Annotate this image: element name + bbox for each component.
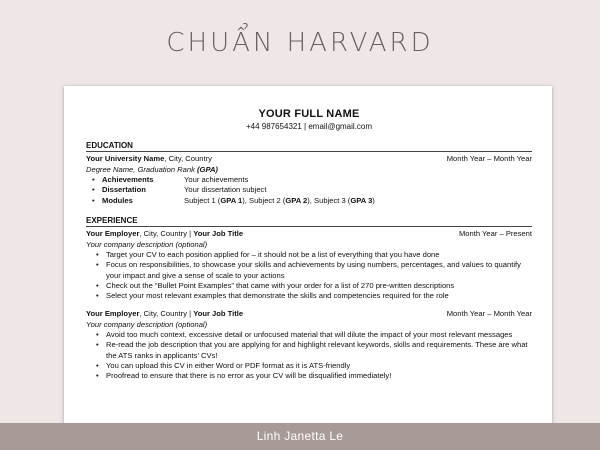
spacer — [86, 206, 532, 214]
job-bullet: • Check out the “Bullet Point Examples” that came with your order for a list of 270 pre-written descriptions — [100, 281, 532, 291]
row-value — [184, 196, 375, 206]
education-university-line — [86, 154, 532, 165]
job-bullets — [86, 330, 532, 381]
company-description: Your company description (optional) — [86, 239, 208, 249]
employer-name: Your Employer — [86, 229, 140, 239]
degree-name: Degree Name, Graduation Rank — [86, 164, 198, 174]
module-text: Subject 1 ( — [184, 195, 221, 205]
education-row-achievements — [86, 175, 532, 185]
author-name: Linh Janetta Le — [256, 429, 344, 443]
job-bullet: • Avoid too much context, excessive detail or unfocused material that will dilute the impact of your most relevant messages — [100, 330, 532, 340]
module-gpa: GPA 1 — [220, 195, 243, 205]
job-header — [86, 309, 532, 320]
module-gpa: GPA 3 — [350, 195, 373, 205]
row-value: Your achievements — [184, 175, 249, 184]
education-row-modules — [86, 196, 532, 206]
row-label: Modules — [102, 195, 133, 205]
job-dates: Month Year – Month Year — [446, 309, 532, 319]
experience-heading: EXPERIENCE — [86, 216, 532, 227]
row-value: Your dissertation subject — [184, 185, 267, 195]
education-dates: Month Year – Month Year — [446, 154, 532, 163]
job-entry — [86, 309, 532, 381]
row-label: Achievements — [102, 175, 154, 184]
job-title: Your Job Title — [193, 229, 244, 239]
job-bullet: • Target your CV to each position applied for – it should not be a list of everything that you have done — [100, 250, 532, 260]
job-header — [86, 229, 532, 240]
university-name: Your University Name — [86, 154, 165, 163]
job-bullet: • Focus on responsibilities, to showcase your skills and achievements by using numbers, percentages, and values to quantify your impact and give a sense of scale to your actions — [100, 260, 532, 280]
education-row-dissertation — [86, 185, 532, 195]
employer-location: , City, Country | — [139, 309, 194, 319]
job-bullet: • Re-read the job description that you are applying for and highlight relevant keywords, skills and requirements. These are what the ATS ranks in applicants’ CVs! — [100, 340, 532, 360]
job-title: Your Job Title — [193, 309, 244, 319]
module-text: ) — [372, 195, 375, 205]
degree-gpa: (GPA) — [197, 164, 218, 174]
degree-line — [86, 165, 532, 176]
cv-document — [64, 86, 552, 436]
cv-contact-text: +44 987654321 | email@gmail.com — [245, 122, 373, 131]
module-text: ), Subject 2 ( — [242, 195, 286, 205]
education-heading: EDUCATION — [86, 141, 532, 152]
employer-name: Your Employer — [86, 309, 140, 319]
university-location: , City, Country — [164, 154, 212, 163]
job-bullets — [86, 250, 532, 301]
job-bullet: • Proofread to ensure that there is no error as your CV will be disqualified immediately! — [100, 371, 532, 381]
cv-contact — [86, 122, 532, 131]
bullet-icon: • — [92, 185, 95, 195]
job-bullet: • You can upload this CV in either Word or PDF format as it is ATS-friendly — [100, 361, 532, 371]
job-entry — [86, 229, 532, 301]
job-bullet: • Select your most relevant examples that demonstrate the skills and competencies required for the role — [100, 291, 532, 301]
module-text: ), Subject 3 ( — [307, 195, 351, 205]
bullet-icon: • — [92, 195, 95, 205]
job-dates: Month Year – Present — [458, 229, 532, 239]
company-description: Your company description (optional) — [86, 319, 208, 329]
cv-full-name: YOUR FULL NAME — [258, 108, 360, 120]
banner-title: CHUẨN HARVARD — [166, 28, 434, 58]
bullet-icon: • — [92, 175, 95, 184]
employer-location: , City, Country | — [139, 229, 194, 239]
spacer — [86, 301, 532, 309]
row-label: Dissertation — [102, 185, 146, 195]
footer-author-bar — [0, 423, 600, 450]
module-gpa: GPA 2 — [285, 195, 308, 205]
